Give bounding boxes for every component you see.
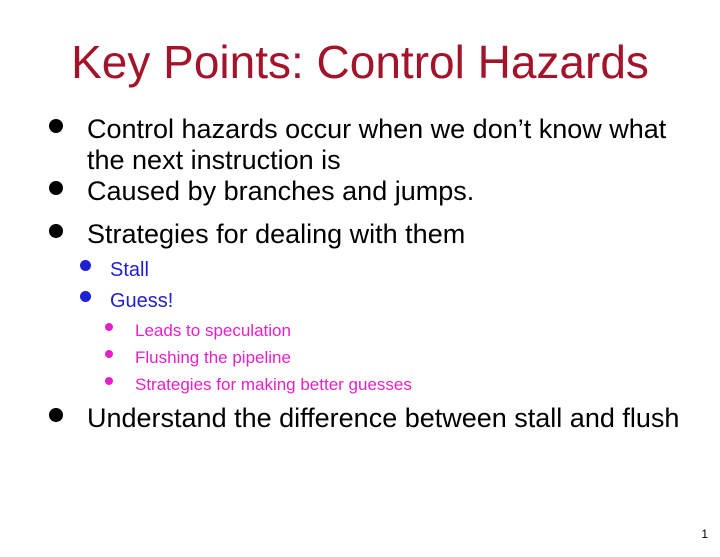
sub-sub-bullet-speculation <box>135 320 291 341</box>
sub-sub-bullet-text: Strategies for making better guesses <box>135 375 412 394</box>
sub-bullet-text: Stall <box>110 259 149 281</box>
sub-sub-bullet-better-guesses <box>135 374 412 395</box>
bullet-text: Control hazards occur when we don’t know what the next instruction is <box>87 114 667 175</box>
bullet-text: Caused by branches and jumps. <box>87 176 475 206</box>
bullet-understand <box>87 403 697 434</box>
bullet-caused-by <box>87 176 697 207</box>
sub-bullet-text: Guess! <box>110 290 174 312</box>
slide-title: Key Points: Control Hazards <box>71 36 649 88</box>
sub-sub-bullet-text: Flushing the pipeline <box>135 348 291 367</box>
bullet-text: Strategies for dealing with them <box>87 219 466 249</box>
bullet-dot-icon <box>80 291 91 302</box>
bullet-strategies <box>87 219 697 250</box>
bullet-dot-icon <box>49 408 63 422</box>
sub-bullet-stall <box>110 258 149 282</box>
bullet-dot-icon <box>80 260 91 271</box>
bullet-text: Understand the difference between stall and flush <box>87 403 680 433</box>
bullet-dot-icon <box>105 377 113 385</box>
bullet-dot-icon <box>49 181 63 195</box>
bullet-dot-icon <box>105 323 113 331</box>
sub-sub-bullet-flushing <box>135 347 291 368</box>
bullet-control-hazards <box>87 114 697 176</box>
sub-sub-bullet-text: Leads to speculation <box>135 321 291 340</box>
bullet-dot-icon <box>105 350 113 358</box>
bullet-dot-icon <box>49 119 63 133</box>
bullet-dot-icon <box>49 224 63 238</box>
page-number: 1 <box>701 527 708 541</box>
sub-bullet-guess <box>110 289 173 313</box>
